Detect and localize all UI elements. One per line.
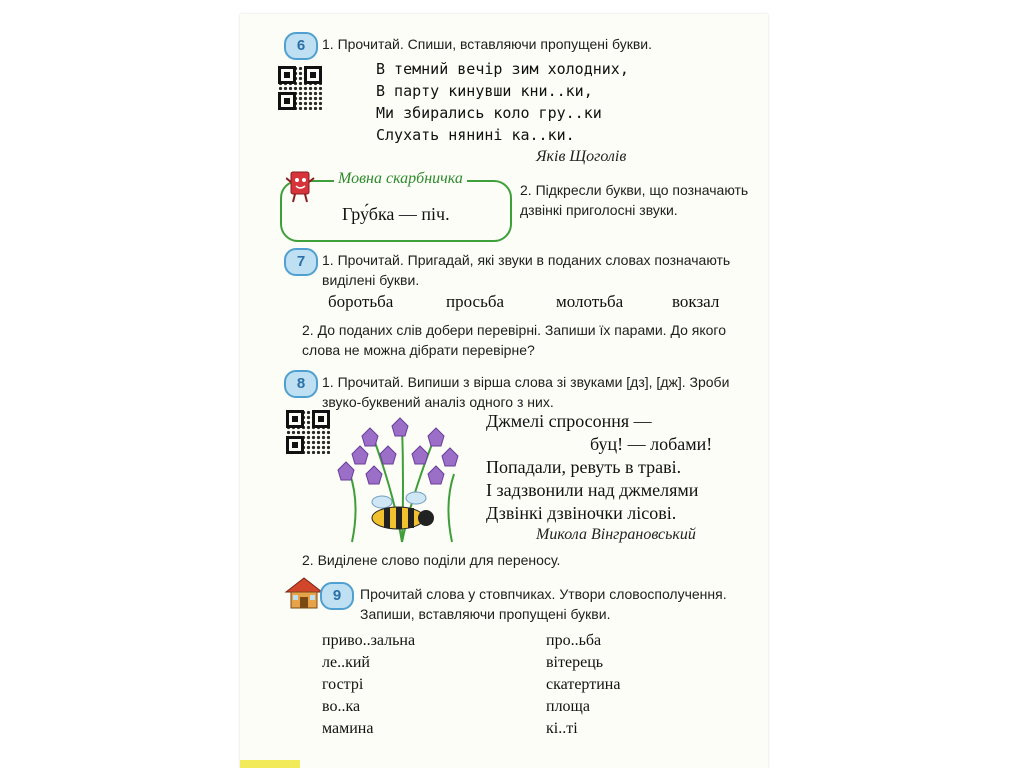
exercise-number-6: 6 xyxy=(284,32,318,60)
list-item: кі..ті xyxy=(546,720,578,737)
bluebells-bee-illustration xyxy=(332,414,472,544)
poem-line: Слухать нянині ка..ки. xyxy=(376,126,575,144)
list-item: скатертина xyxy=(546,676,621,693)
list-item: во..ка xyxy=(322,698,361,715)
poem-line: Дзвінкі дзвіночки лісові. xyxy=(486,503,677,523)
ex7-task-2: 2. До поданих слів добери перевірні. Запиши їх парами. До якого слова не можна дібрати перевірне? xyxy=(302,322,727,358)
ex8-author: Микола Вінграновський xyxy=(536,526,696,543)
ex7-word: боротьба xyxy=(328,292,394,311)
exercise-number-8: 8 xyxy=(284,370,318,398)
exercise-number-9: 9 xyxy=(320,582,354,610)
qr-code-icon xyxy=(286,410,330,454)
ex6-author: Яків Щоголів xyxy=(536,148,627,165)
list-item: мамина xyxy=(322,720,374,737)
ex7-task-1: 1. Прочитай. Пригадай, які звуки в поданих словах позначають виділені букви. xyxy=(322,252,731,288)
ex6-poem xyxy=(376,58,629,146)
treasury-text: Гру́бка — піч. xyxy=(342,204,450,224)
ex8-task-1: 1. Прочитай. Випиши з вірша слова зі звуками [дз], [дж]. Зроби звуко-буквений аналіз одного з них. xyxy=(322,374,730,410)
textbook-page xyxy=(240,14,768,768)
ex9-right-column xyxy=(546,630,620,740)
poem-line: Ми збирались коло гру..ки xyxy=(376,104,602,122)
treasury-title: Мовна скарбничка xyxy=(334,170,467,188)
ex8-poem xyxy=(486,410,712,525)
poem-line: І задзвонили над джмелями xyxy=(486,480,699,500)
poem-line: В парту кинувши кни..ки, xyxy=(376,82,593,100)
list-item: вітерець xyxy=(546,654,604,671)
exercise-number-7: 7 xyxy=(284,248,318,276)
poem-line: В темний вечір зим холодних, xyxy=(376,60,629,78)
ex7-word: просьба xyxy=(446,292,505,311)
poem-line: буц! — лобами! xyxy=(590,434,713,454)
ex6-task-2: 2. Підкресли букви, що позначають дзвінкі приголосні звуки. xyxy=(520,182,749,218)
list-item: площа xyxy=(546,698,590,715)
ex6-task-1: 1. Прочитай. Спиши, вставляючи пропущені букви. xyxy=(322,36,652,52)
book-mascot-icon xyxy=(286,168,316,204)
house-icon xyxy=(284,576,324,610)
ex9-task: Прочитай слова у стовпчиках. Утвори словосполучення. Запиши, вставляючи пропущені букви. xyxy=(360,586,727,622)
list-item: приво..зальна xyxy=(322,632,416,649)
poem-line: Попадали, ревуть в траві. xyxy=(486,457,682,477)
ex8-task-2: 2. Виділене слово поділи для переносу. xyxy=(302,552,561,568)
qr-code-icon xyxy=(278,66,322,110)
list-item: ле..кий xyxy=(322,654,370,671)
list-item: про..ьба xyxy=(546,632,602,649)
page-bottom-edge xyxy=(240,760,300,768)
poem-line: Джмелі спросоння — xyxy=(486,411,652,431)
ex9-left-column xyxy=(322,630,415,740)
ex7-word: вокзал xyxy=(672,292,720,311)
ex7-word: молотьба xyxy=(556,292,624,311)
list-item: гострі xyxy=(322,676,364,693)
